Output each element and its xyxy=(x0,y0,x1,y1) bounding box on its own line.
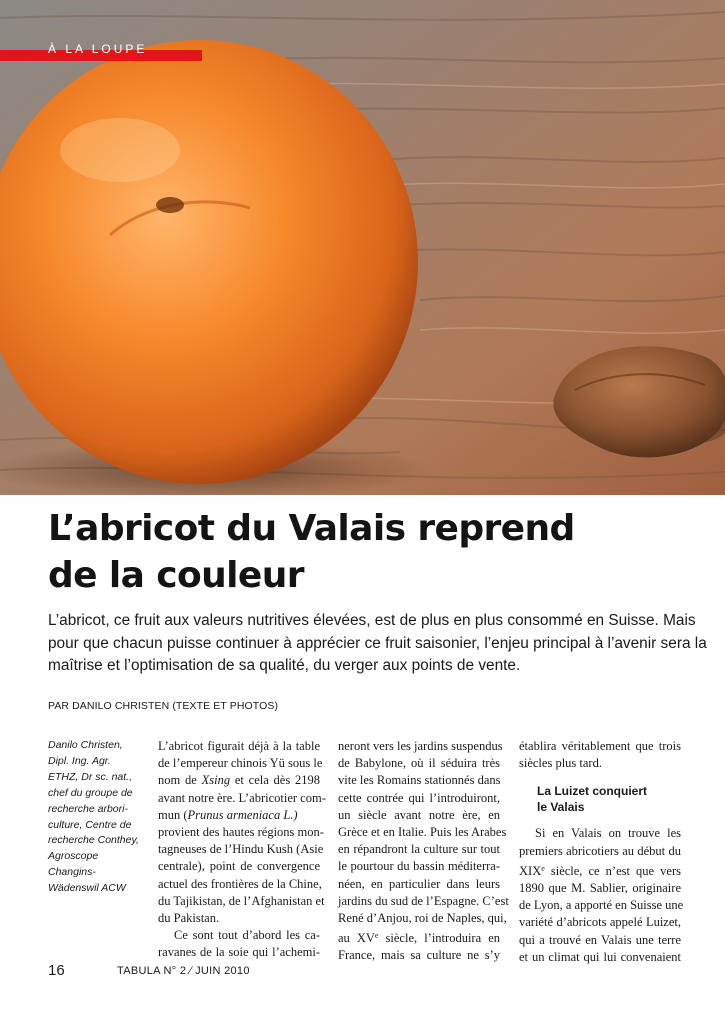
body-line: tagneuses de l’Hindu Kush (Asie xyxy=(158,842,324,857)
body-line: de l’empereur chinois Yü sous le xyxy=(158,756,323,771)
lead-line: pour que chacun puisse continuer à apprécier ce fruit saisonier, l’enjeu principal à l’avenir sera la xyxy=(48,634,707,652)
body-line: premiers abricotiers au début du xyxy=(519,843,681,858)
author-note-line: recherche arbori- xyxy=(48,802,128,815)
apricot-photo xyxy=(0,0,725,495)
page-number: 16 xyxy=(48,962,65,979)
body-line: France, mais sa culture ne s’y xyxy=(338,948,500,963)
body-line: actuel des frontières de la Chine, xyxy=(158,876,322,891)
author-note-line: chef du groupe de xyxy=(48,786,133,799)
body-column-2 xyxy=(338,738,509,965)
section-label: À LA LOUPE xyxy=(48,42,148,56)
lead-line: L’abricot, ce fruit aux valeurs nutritives élevées, est de plus en plus consommé en Suisse. Mais xyxy=(48,612,696,629)
body-line: Si en Valais on trouve les xyxy=(535,826,681,841)
body-line: cette contrée qui l’introduiront, xyxy=(338,790,500,805)
title-line: de la couleur xyxy=(48,555,304,596)
latin-name: Prunus armeniaca L.) xyxy=(187,807,298,822)
body-line: jardins du sud de l’Espagne. C’est xyxy=(338,893,509,908)
author-note-line: ETHZ, Dr sc. nat., xyxy=(48,770,133,783)
body-line: Grèce et en Italie. Puis les Arabes xyxy=(338,825,507,840)
body-line: XIXe siècle, ce n’est que vers xyxy=(519,863,681,878)
body-line: établira véritablement que trois xyxy=(519,739,681,753)
body-line: vite les Romains stationnés dans xyxy=(338,773,501,788)
hero-photo xyxy=(0,0,725,495)
body-line: avant notre ère. L’abricotier com- xyxy=(158,790,326,805)
superscript: e xyxy=(374,931,379,941)
body-line: qui a trouvé en Valais une terre xyxy=(519,932,681,947)
body-line: de Lyon, a apporté en Suisse une xyxy=(519,898,684,913)
chinese-name: Xsing xyxy=(201,773,231,788)
body-line: et un climat qui lui convenaient xyxy=(519,949,681,964)
author-note-line: Danilo Christen, xyxy=(48,739,123,751)
body-line: néen, en particulier dans leurs xyxy=(338,876,500,891)
title-line: L’abricot du Valais reprend xyxy=(48,508,575,549)
body-line: mun (Prunus armeniaca L.) xyxy=(158,807,298,822)
body-line: siècles plus tard. xyxy=(519,756,602,771)
body-line: René d’Anjou, roi de Naples, qui, xyxy=(338,911,507,926)
body-line: de Babylone, où il séduira très xyxy=(338,756,500,771)
author-note-line: culture, Centre de xyxy=(48,818,132,831)
author-note-line: Wädenswil ACW xyxy=(48,882,126,895)
body-line: Ce sont tout d’abord les ca- xyxy=(174,928,320,943)
body-line: du Tajikistan, de l’Afghanistan et xyxy=(158,893,325,908)
body-line: nom de Xsing et cela dès 2198 xyxy=(158,773,320,788)
body-line: centrale), point de convergence xyxy=(158,859,320,874)
author-note-line: Changins- xyxy=(48,866,96,879)
body-line: L’abricot figurait déjà à la table xyxy=(158,739,320,753)
body-column-3 xyxy=(519,738,684,966)
body-line: un siècle avant notre ère, en xyxy=(338,807,500,822)
body-line: du Pakistan. xyxy=(158,911,220,926)
subheading xyxy=(537,783,681,815)
body-line: le pourtour du bassin méditerra- xyxy=(338,859,500,874)
author-note-line: Dipl. Ing. Agr. xyxy=(48,754,111,767)
author-note xyxy=(48,738,143,897)
author-note-line: recherche Conthey, xyxy=(48,834,139,847)
body-line: variété d’abricots appelé Luizet, xyxy=(519,915,681,930)
body-line: neront vers les jardins suspendus xyxy=(338,739,503,753)
subheading-line: le Valais xyxy=(537,800,585,815)
body-line: au XVe siècle, l’introduira en xyxy=(338,931,500,946)
body-line: ravanes de la soie qui l’achemi- xyxy=(158,945,320,960)
lead-paragraph xyxy=(48,610,707,678)
publication-folio: TABULA N° 2 ⁄ JUIN 2010 xyxy=(117,965,250,977)
body-line: 1890 que M. Sablier, originaire xyxy=(519,881,681,896)
subheading-line: La Luizet conquiert xyxy=(537,784,648,799)
byline: PAR DANILO CHRISTEN (TEXTE ET PHOTOS) xyxy=(48,700,279,712)
body-column-1 xyxy=(158,738,326,962)
superscript: e xyxy=(541,863,545,873)
lead-line: maîtrise et l’optimisation de sa qualité, du verger aux points de vente. xyxy=(48,657,521,674)
body-line: en répandront la culture sur tout xyxy=(338,842,500,857)
article-title xyxy=(48,505,688,599)
body-line: provient des hautes régions mon- xyxy=(158,825,324,840)
author-note-line: Agroscope xyxy=(48,850,99,863)
